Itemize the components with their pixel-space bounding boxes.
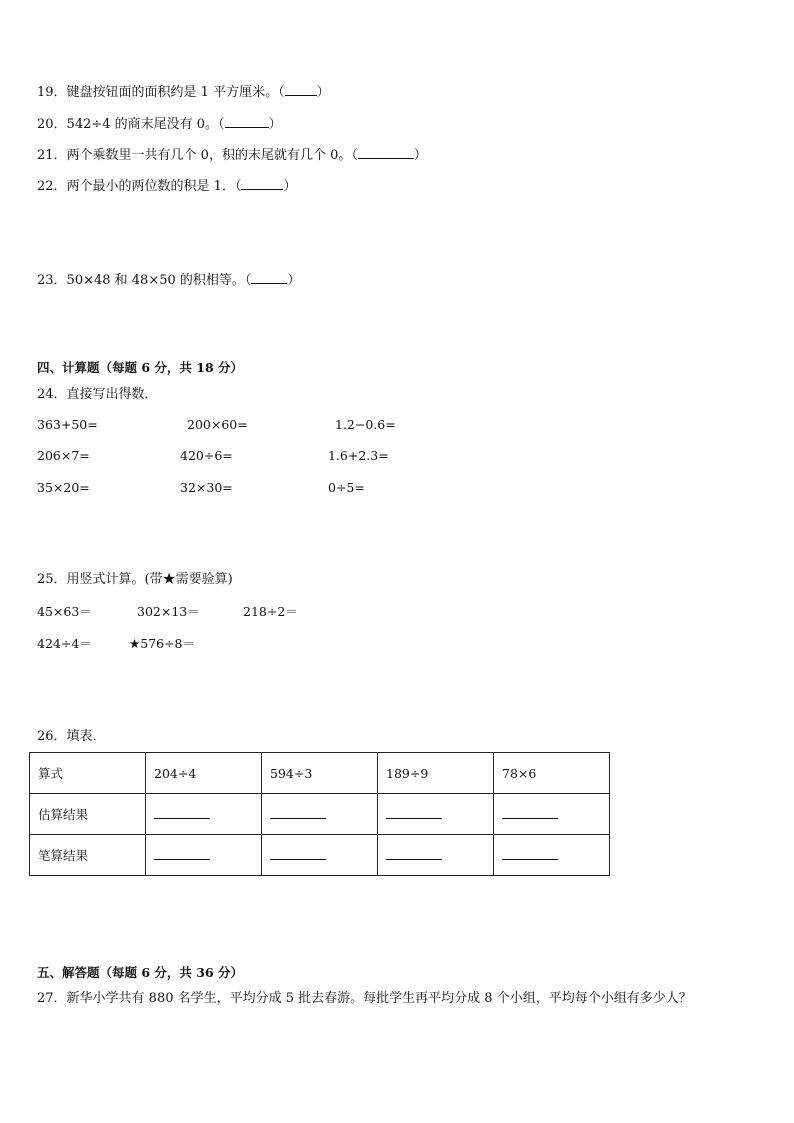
table-header-cell: 189÷9	[378, 753, 494, 794]
table-header-row	[30, 753, 610, 794]
fill-table	[29, 752, 610, 876]
calc-item: 0÷5=	[328, 480, 365, 495]
question-text: 两个最小的两位数的积是 1．（	[66, 179, 242, 194]
answer-cell[interactable]	[262, 835, 378, 876]
answer-cell[interactable]	[378, 794, 494, 835]
table-header-cell: 594÷3	[262, 753, 378, 794]
question-number: 20．	[37, 117, 67, 132]
vertical-calc-item: 218÷2＝	[243, 604, 298, 619]
question-22: 22．两个最小的两位数的积是 1．（ ）	[37, 179, 297, 194]
section-4-heading: 四、计算题（每题 6 分，共 18 分）	[37, 360, 244, 375]
answer-blank[interactable]	[386, 806, 442, 819]
answer-cell[interactable]	[146, 794, 262, 835]
calc-item: 206×7=	[37, 448, 90, 463]
question-number: 22．	[37, 179, 67, 194]
table-header-cell: 204÷4	[146, 753, 262, 794]
question-26	[37, 729, 106, 745]
question-text: 50×48 和 48×50 的积相等。（	[66, 273, 252, 288]
answer-blank[interactable]	[270, 806, 326, 819]
answer-blank[interactable]	[502, 806, 558, 819]
question-number: 23．	[37, 273, 67, 288]
question-20: 20．542÷4 的商末尾没有 0。（ ）	[37, 117, 282, 132]
answer-blank[interactable]	[251, 272, 287, 284]
section-5-heading: 五、解答题（每题 6 分，共 36 分）	[37, 965, 244, 980]
answer-blank[interactable]	[225, 116, 269, 128]
table-header-cell: 算式	[30, 753, 146, 794]
calc-item: 35×20=	[37, 480, 90, 495]
calc-item: 363+50=	[37, 417, 98, 432]
vertical-calc-item: 302×13＝	[137, 604, 200, 619]
question-21: 21．两个乘数里一共有几个 0，积的末尾就有几个 0。（ ）	[37, 148, 427, 163]
answer-cell[interactable]	[378, 835, 494, 876]
question-text: 键盘按钮面的面积约是 1 平方厘米。（	[66, 85, 285, 100]
table-row	[30, 794, 610, 835]
question-24	[37, 387, 158, 403]
question-19: 19．键盘按钮面的面积约是 1 平方厘米。（ ）	[37, 85, 330, 100]
row-label: 笔算结果	[30, 835, 146, 876]
calc-item: 1.2−0.6=	[335, 417, 396, 432]
table-header-cell: 78×6	[494, 753, 610, 794]
answer-blank[interactable]	[241, 178, 283, 190]
question-number: 25．	[37, 572, 67, 587]
question-23: 23．50×48 和 48×50 的积相等。（ ）	[37, 273, 301, 288]
row-label: 估算结果	[30, 794, 146, 835]
question-number: 24．	[37, 387, 67, 402]
question-text: 542÷4 的商末尾没有 0。（	[66, 117, 225, 132]
answer-blank[interactable]	[502, 847, 558, 860]
question-number: 26．	[37, 729, 67, 744]
vertical-calc-item: ★576÷8＝	[129, 636, 195, 651]
vertical-calc-item: 424÷4＝	[37, 636, 92, 651]
answer-blank[interactable]	[358, 147, 414, 159]
question-27	[37, 991, 692, 1007]
question-number: 19．	[37, 85, 67, 100]
question-text: 直接写出得数．	[66, 387, 158, 402]
calc-item: 1.6+2.3=	[328, 448, 389, 463]
table-row	[30, 835, 610, 876]
answer-cell[interactable]	[494, 794, 610, 835]
question-number: 21．	[37, 148, 67, 163]
answer-blank[interactable]	[285, 84, 317, 96]
answer-cell[interactable]	[494, 835, 610, 876]
calc-item: 420÷6=	[180, 448, 233, 463]
vertical-calc-item: 45×63＝	[37, 604, 92, 619]
question-text: 填表．	[66, 729, 106, 744]
calc-item: 32×30=	[180, 480, 233, 495]
answer-cell[interactable]	[262, 794, 378, 835]
question-number: 27．	[37, 991, 67, 1006]
answer-blank[interactable]	[270, 847, 326, 860]
answer-blank[interactable]	[154, 806, 210, 819]
answer-cell[interactable]	[146, 835, 262, 876]
answer-blank[interactable]	[154, 847, 210, 860]
calc-item: 200×60=	[187, 417, 248, 432]
question-text: 新华小学共有 880 名学生，平均分成 5 批去春游。每批学生再平均分成 8 个小组，平均每个小组有多少人？	[66, 991, 692, 1006]
question-text: 用竖式计算。(带★需要验算)	[66, 572, 233, 587]
question-25	[37, 572, 233, 588]
question-text: 两个乘数里一共有几个 0，积的末尾就有几个 0。（	[66, 148, 358, 163]
answer-blank[interactable]	[386, 847, 442, 860]
